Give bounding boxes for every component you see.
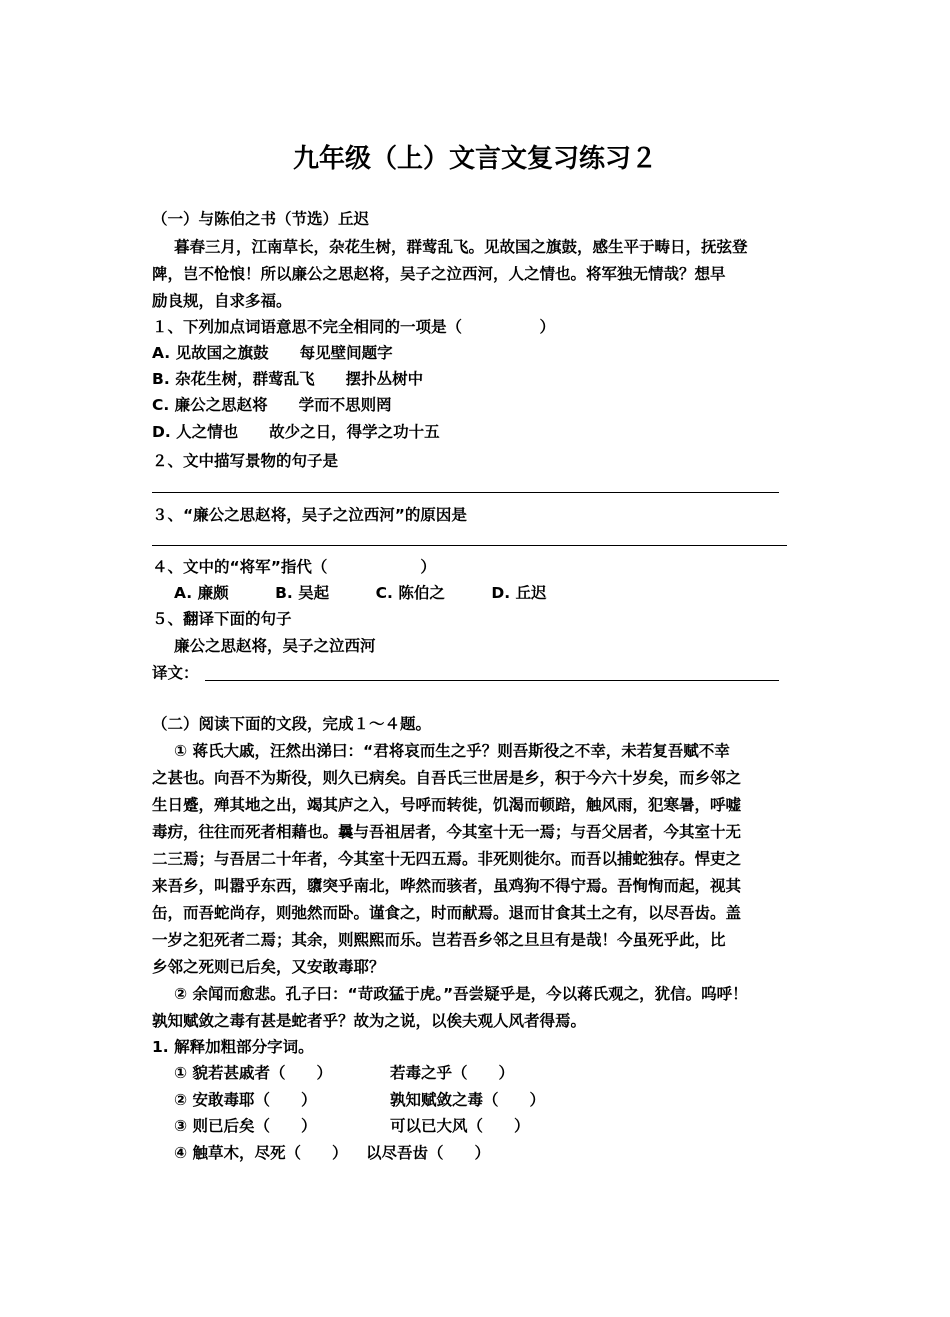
section-1-heading: （一）与陈伯之书（节选）丘迟 (152, 210, 370, 228)
option-d: D. 人之情也 故少之日，得学之功十五 (152, 423, 440, 441)
section-2-question-1: 1. 解释加粗部分字词。 (152, 1038, 314, 1056)
passage-line: 乡邻之死则已后矣，又安敢毒耶？ (152, 958, 385, 976)
question-2: ２、文中描写景物的句子是 (152, 452, 339, 470)
passage-line: 一岁之犯死者二焉；其余，则熙熙而乐。岂若吾乡邻之旦旦有是哉！今虽死乎此，比 (152, 931, 726, 949)
vocab-item: 可以已大风（ ） (390, 1117, 530, 1135)
answer-line (152, 545, 787, 546)
passage-line: 生日蹙，殚其地之出，竭其庐之入，号呼而转徙，饥渴而顿踣，触风雨，犯寒暑，呼嘘 (152, 796, 742, 814)
option-c: C. 廉公之思赵将 学而不思则罔 (152, 396, 392, 414)
vocab-item: ① 貌若甚戚者（ ） (174, 1064, 333, 1082)
option-b: B. 杂花生树，群莺乱飞 摆扑丛树中 (152, 370, 424, 388)
passage-line: 二三焉；与吾居二十年者，今其室十无四五焉。非死则徙尔。而吾以捕蛇独存。悍吏之 (152, 850, 742, 868)
passage-line: 暮春三月，江南草长，杂花生树，群莺乱飞。见故国之旗鼓，感生平于畴日，抚弦登 (174, 238, 748, 256)
passage-line: 之甚也。向吾不为斯役，则久已病矣。自吾氏三世居是乡，积于今六十岁矣，而乡邻之 (152, 769, 742, 787)
passage-line: ① 蒋氏大戚，汪然出涕曰：“君将哀而生之乎？则吾斯役之不幸，未若复吾赋不幸 (174, 742, 730, 760)
passage-line: 来吾乡，叫嚣乎东西，隳突乎南北，哗然而骇者，虽鸡狗不得宁焉。吾恂恂而起，视其 (152, 877, 742, 895)
vocab-item: ③ 则已后矣（ ） (174, 1117, 317, 1135)
question-4: ４、文中的“将军”指代（ ） (152, 558, 436, 576)
translation-label: 译文： (152, 664, 199, 682)
page-title: 九年级（上）文言文复习练习２ (292, 144, 657, 174)
answer-line (152, 492, 779, 493)
vocab-item: 以尽吾齿（ ） (366, 1144, 491, 1162)
vocab-item: ② 安敢毒耶（ ） (174, 1091, 317, 1109)
passage-line: 孰知赋敛之毒有甚是蛇者乎？故为之说，以俟夫观人风者得焉。 (152, 1012, 587, 1030)
translation-line (205, 680, 779, 681)
translate-sentence: 廉公之思赵将，吴子之泣西河 (174, 637, 376, 655)
passage-line: 励良规，自求多福。 (152, 292, 292, 310)
vocab-item: 若毒之乎（ ） (390, 1064, 515, 1082)
option-a: A. 见故国之旗鼓 每见壁间题字 (152, 344, 393, 362)
question-1: １、下列加点词语意思不完全相同的一项是（ ） (152, 318, 556, 336)
vocab-item: ④ 触草木，尽死（ ） (174, 1144, 348, 1162)
question-4-options: A. 廉颇 B. 吴起 C. 陈伯之 D. 丘迟 (174, 584, 547, 602)
passage-line: 缶，而吾蛇尚存，则弛然而卧。谨食之，时而献焉。退而甘食其土之有，以尽吾齿。盖 (152, 904, 742, 922)
passage-line: 毒疠，往往而死者相藉也。曩与吾祖居者，今其室十无一焉；与吾父居者，今其室十无 (152, 823, 742, 841)
section-2-heading: （二）阅读下面的文段，完成１～４题。 (152, 715, 432, 733)
vocab-item: 孰知赋敛之毒（ ） (390, 1091, 546, 1109)
passage-line: ② 余闻而愈悲。孔子曰：“苛政猛于虎。”吾尝疑乎是，今以蒋氏观之，犹信。呜呼！ (174, 985, 748, 1003)
passage-line: 陴，岂不怆悢！所以廉公之思赵将，吴子之泣西河，人之情也。将军独无情哉？想早 (152, 265, 726, 283)
question-5: ５、翻译下面的句子 (152, 610, 292, 628)
question-3: ３、“廉公之思赵将，吴子之泣西河”的原因是 (152, 506, 467, 524)
